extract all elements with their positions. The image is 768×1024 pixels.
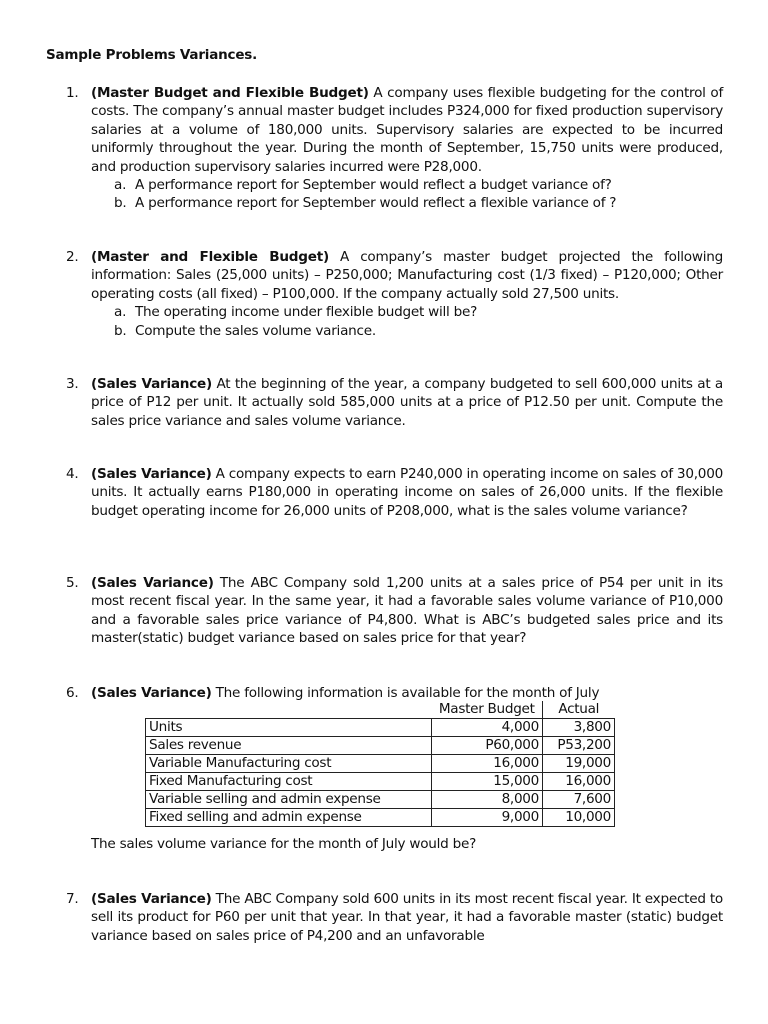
sub-question xyxy=(114,303,723,321)
problem-number: 7. xyxy=(66,891,79,907)
problem-4 xyxy=(66,465,723,520)
problem-text xyxy=(91,248,723,303)
sub-letter: a. xyxy=(114,177,127,194)
actual-value: 10,000 xyxy=(543,809,615,827)
actual-value: 16,000 xyxy=(543,773,615,791)
table-row xyxy=(146,719,615,737)
table-row xyxy=(146,809,615,827)
problem-description: The ABC Company sold 1,200 units at a sales price of P54 per unit in its most recent fiscal year. In the same year, it had a favorable sales volume variance of P10,000 and a favorable sales price variance of P4,800. What is ABC’s budgeted sales price and its master(static) budget variance based on sales price for that year? xyxy=(91,575,723,647)
problem-number: 6. xyxy=(66,685,79,701)
sub-text: Compute the sales volume variance. xyxy=(135,322,376,339)
problem-1 xyxy=(66,84,723,213)
problem-description: The following information is available for the month of July xyxy=(211,685,600,701)
sub-questions xyxy=(114,303,723,340)
sub-question xyxy=(114,176,723,194)
problem-heading: (Sales Variance) xyxy=(91,891,212,907)
sub-questions xyxy=(114,176,723,213)
document-title: Sample Problems Variances. xyxy=(46,47,258,63)
problem-6 xyxy=(66,684,723,702)
table-row xyxy=(146,773,615,791)
problem-description: A company’s master budget projected the following information: Sales (25,000 units) – P250,000; Manufacturing cost (1/3 fixed) – P120,000; Other operating costs (all fixed) – P100,000. If the company actually sold 27,500 units. xyxy=(91,249,723,302)
problem-3 xyxy=(66,375,723,430)
problem-heading: (Master Budget and Flexible Budget) xyxy=(91,85,369,101)
row-label: Variable Manufacturing cost xyxy=(146,755,432,773)
problem-5 xyxy=(66,574,723,648)
sub-letter: a. xyxy=(114,304,127,321)
problem-number: 5. xyxy=(66,575,79,591)
problem-description: The ABC Company sold 600 units in its most recent fiscal year. It expected to sell its product for P60 per unit that year. In that year, it had a favorable master (static) budget variance based on sales price of P4,200 and an unfavorable xyxy=(91,891,723,944)
table-header-row xyxy=(146,701,615,719)
row-label: Fixed selling and admin expense xyxy=(146,809,432,827)
problem-text xyxy=(91,574,723,648)
problem-6-question: The sales volume variance for the month of July would be? xyxy=(91,836,477,852)
row-label: Sales revenue xyxy=(146,737,432,755)
problem-number: 3. xyxy=(66,376,79,392)
actual-value: 3,800 xyxy=(543,719,615,737)
master-value: 9,000 xyxy=(432,809,543,827)
sub-letter: b. xyxy=(114,322,127,339)
problem-text xyxy=(91,375,723,430)
problem-number: 1. xyxy=(66,85,79,101)
sub-question xyxy=(114,194,723,212)
problem-description: At the beginning of the year, a company budgeted to sell 600,000 units at a price of P12 per unit. It actually sold 585,000 units at a price of P12.50 per unit. Compute the sales price variance and sales volume variance. xyxy=(91,376,723,429)
problem-number: 2. xyxy=(66,249,79,265)
actual-value: P53,200 xyxy=(543,737,615,755)
problem-number: 4. xyxy=(66,466,79,482)
problem-heading: (Sales Variance) xyxy=(91,685,212,701)
problem-heading: (Sales Variance) xyxy=(91,466,212,482)
table-header-master-budget: Master Budget xyxy=(432,701,543,719)
problem-description: A company expects to earn P240,000 in operating income on sales of 30,000 units. It actually earns P180,000 in operating income on sales of 26,000 units. If the flexible budget operating income for 26,000 units of P208,000, what is the sales volume variance? xyxy=(91,466,723,519)
problem-heading: (Sales Variance) xyxy=(91,376,212,392)
row-label: Units xyxy=(146,719,432,737)
problem-description: A company uses flexible budgeting for the control of costs. The company’s annual master budget includes P324,000 for fixed production supervisory salaries at a volume of 180,000 units. Supervisory salaries are expected to be incurred uniformly throughout the year. During the month of September, 15,750 units were produced, and production supervisory salaries incurred were P28,000. xyxy=(91,85,723,175)
problem-heading: (Sales Variance) xyxy=(91,575,214,591)
table-row xyxy=(146,737,615,755)
sub-letter: b. xyxy=(114,195,127,212)
problem-7 xyxy=(66,890,723,945)
problem-2 xyxy=(66,248,723,340)
row-label: Fixed Manufacturing cost xyxy=(146,773,432,791)
table-row xyxy=(146,755,615,773)
problem-text xyxy=(91,684,723,702)
master-value: 16,000 xyxy=(432,755,543,773)
master-value: 8,000 xyxy=(432,791,543,809)
sub-text: A performance report for September would reflect a flexible variance of ? xyxy=(135,195,617,212)
sub-question xyxy=(114,322,723,340)
sub-text: The operating income under flexible budget will be? xyxy=(135,304,478,321)
problem-text xyxy=(91,890,723,945)
problem-text xyxy=(91,84,723,176)
table-row xyxy=(146,791,615,809)
table-header-actual: Actual xyxy=(543,701,615,719)
july-data-table xyxy=(145,701,615,827)
master-value: 4,000 xyxy=(432,719,543,737)
table-header-blank xyxy=(146,701,432,719)
actual-value: 7,600 xyxy=(543,791,615,809)
problem-text xyxy=(91,465,723,520)
master-value: P60,000 xyxy=(432,737,543,755)
actual-value: 19,000 xyxy=(543,755,615,773)
master-value: 15,000 xyxy=(432,773,543,791)
row-label: Variable selling and admin expense xyxy=(146,791,432,809)
problem-heading: (Master and Flexible Budget) xyxy=(91,249,329,265)
sub-text: A performance report for September would reflect a budget variance of? xyxy=(135,177,612,194)
